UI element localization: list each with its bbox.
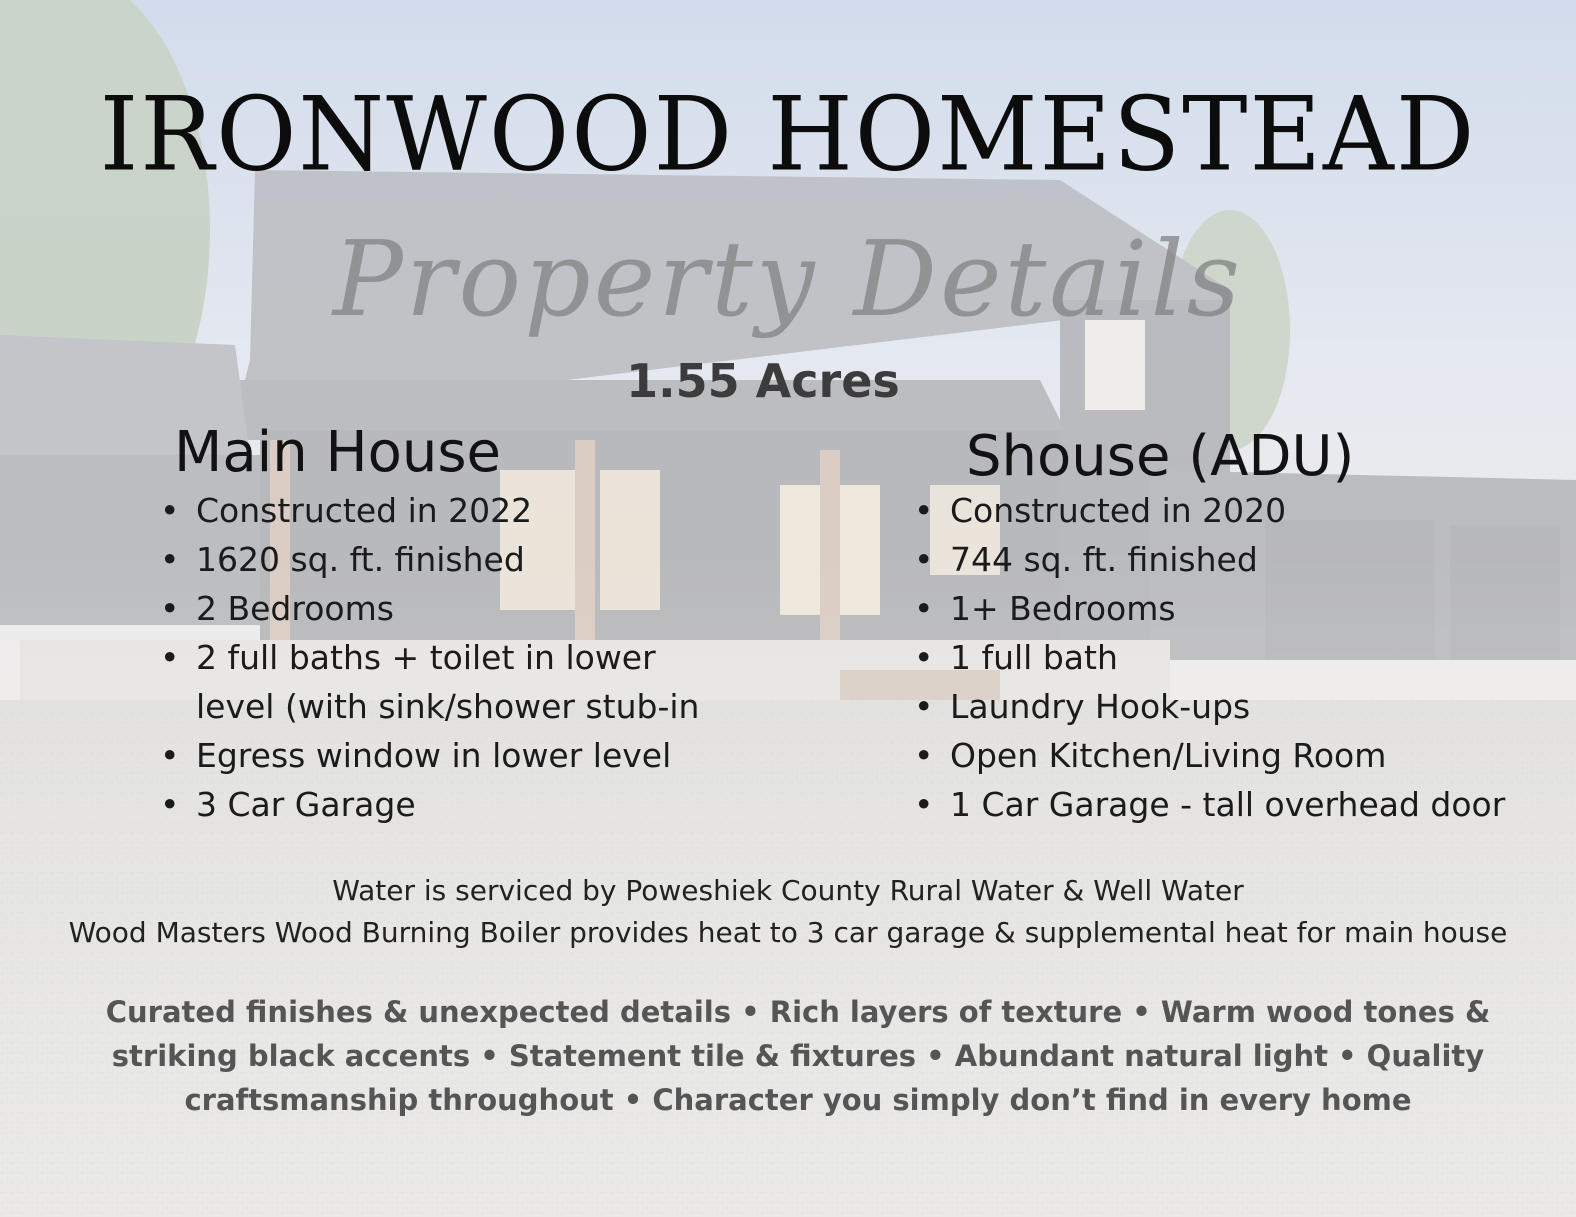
list-item: • Constructed in 2020 bbox=[914, 486, 1505, 535]
list-item: • 2 full baths + toilet in lower bbox=[160, 633, 699, 682]
acreage: 1.55 Acres bbox=[626, 354, 900, 408]
list-item: • 744 sq. ft. finished bbox=[914, 535, 1505, 584]
list-item: • 1620 sq. ft. finished bbox=[160, 535, 699, 584]
list-item: • Open Kitchen/Living Room bbox=[914, 731, 1505, 780]
water-note: Water is serviced by Poweshiek County Rural Water & Well Water bbox=[332, 874, 1244, 907]
subtitle-script: Property Details bbox=[332, 218, 1244, 340]
main-house-heading: Main House bbox=[174, 420, 501, 485]
list-item: • 3 Car Garage bbox=[160, 780, 699, 829]
list-item: • 2 Bedrooms bbox=[160, 584, 699, 633]
main-house-list bbox=[160, 486, 699, 829]
adu-list bbox=[914, 486, 1505, 829]
list-item-continuation: level (with sink/shower stub-in bbox=[196, 687, 700, 726]
features-summary: Curated finishes & unexpected details • Rich layers of texture • Warm wood tones & striking black accents • Statement tile & fixtures • Abundant natural light • Quality craftsmanship throughout • Character you simply don’t find in every home bbox=[105, 995, 1491, 1117]
adu-heading: Shouse (ADU) bbox=[966, 424, 1355, 489]
list-item: • Egress window in lower level bbox=[160, 731, 699, 780]
page-title: IRONWOOD HOMESTEAD bbox=[99, 75, 1477, 195]
list-item: • Laundry Hook-ups bbox=[914, 682, 1505, 731]
heat-note: Wood Masters Wood Burning Boiler provides heat to 3 car garage & supplemental heat for main house bbox=[68, 916, 1508, 949]
list-item: • Constructed in 2022 bbox=[160, 486, 699, 535]
list-item: • 1 full bath bbox=[914, 633, 1505, 682]
list-item: • 1+ Bedrooms bbox=[914, 584, 1505, 633]
list-item: • 1 Car Garage - tall overhead door bbox=[914, 780, 1505, 829]
